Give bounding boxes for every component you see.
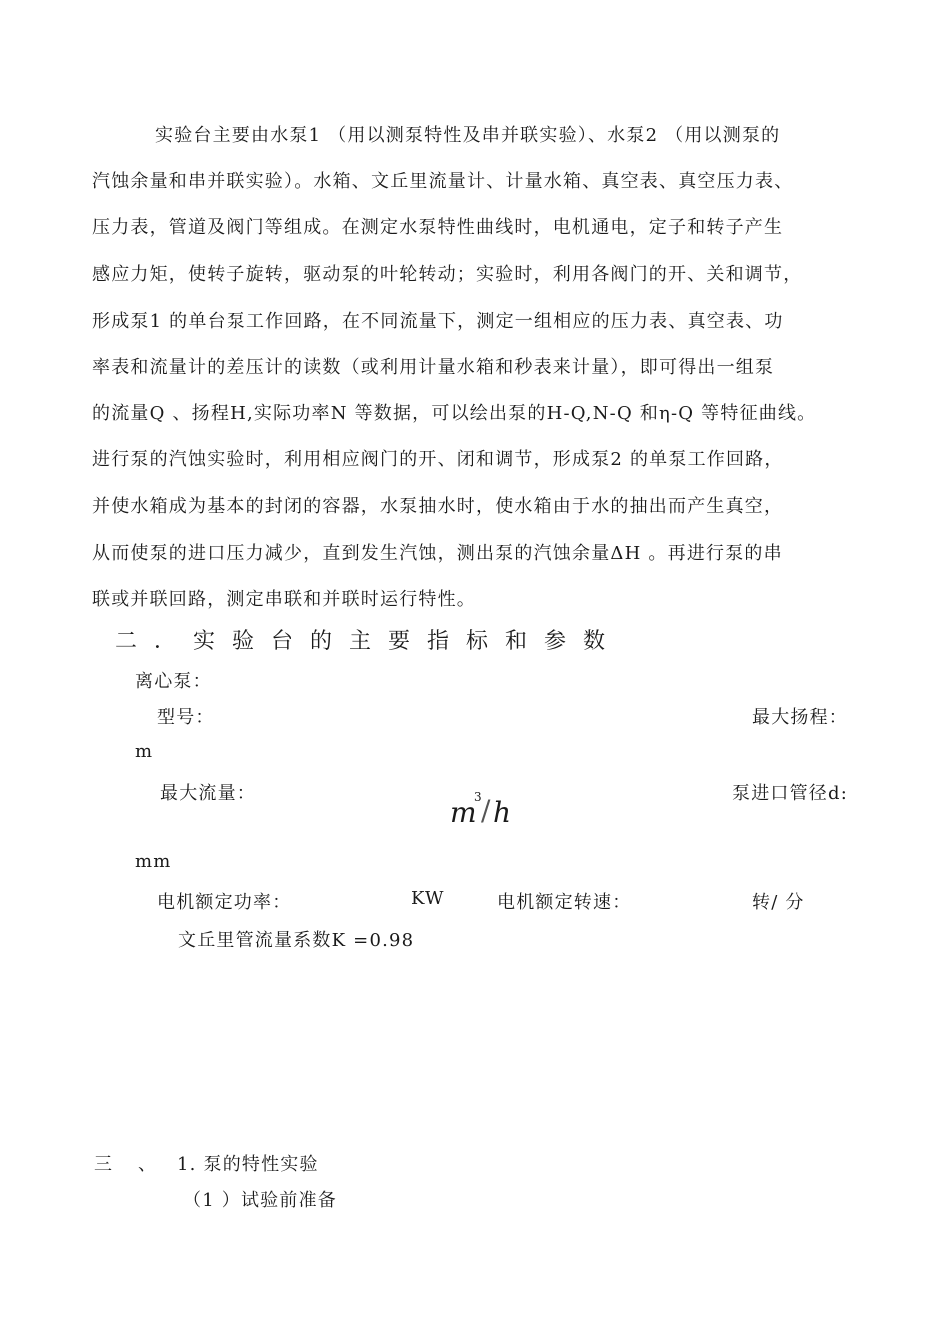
section3-separator: 、 (138, 1154, 158, 1175)
motor-speed-unit: 转/ 分 (752, 892, 805, 913)
intro-line-5: 形成泵1 的单台泵工作回路，在不同流量下，测定一组相应的压力表、真空表、功 (92, 311, 784, 332)
pump-label: 离心泵： (135, 671, 212, 692)
intro-line-4: 感应力矩，使转子旋转，驱动泵的叶轮转动；实验时，利用各阀门的开、关和调节， (92, 264, 803, 285)
flow-unit-base: m (450, 796, 477, 829)
flow-unit-denom: h (493, 796, 512, 829)
flow-unit-slash: / (481, 794, 491, 827)
intro-line-6: 率表和流量计的差压计的读数（或利用计量水箱和秒表来计量），即可得出一组泵 (92, 357, 775, 378)
section3-number: 三 (94, 1154, 114, 1175)
motor-power-unit: KW (411, 888, 445, 909)
intro-line-7: 的流量Q 、扬程H,实际功率N 等数据，可以绘出泵的H-Q,N-Q 和η-Q 等特征曲线。 (92, 403, 817, 424)
intro-line-1: 实验台主要由水泵1 （用以测泵特性及串并联实验）、水泵2 （用以测泵的 (155, 125, 781, 146)
intro-line-10: 从而使泵的进口压力减少，直到发生汽蚀，测出泵的汽蚀余量ΔH 。再进行泵的串 (92, 543, 783, 564)
inlet-diameter-unit: mm (135, 851, 172, 872)
intro-line-3: 压力表，管道及阀门等组成。在测定水泵特性曲线时，电机通电，定子和转子产生 (92, 217, 784, 238)
max-head-label: 最大扬程： (752, 707, 848, 728)
motor-speed-label: 电机额定转速： (497, 892, 632, 913)
max-head-unit: m (135, 741, 154, 762)
section3-title: 1. 泵的特性实验 (177, 1154, 319, 1175)
max-flow-label: 最大流量： (160, 783, 256, 804)
section2-heading: 二．实验台的主要指标和参数 (115, 629, 623, 654)
flow-unit-exp: 3 (474, 790, 482, 804)
intro-line-11: 联或并联回路，测定串联和并联时运行特性。 (92, 589, 476, 610)
motor-power-label: 电机额定功率： (157, 892, 292, 913)
intro-line-2: 汽蚀余量和串并联实验）。水箱、文丘里流量计、计量水箱、真空表、真空压力表、 (92, 171, 794, 192)
model-label: 型号： (157, 707, 215, 728)
inlet-diameter-label: 泵进口管径d: (732, 783, 848, 804)
section3-subtitle: （1 ）试验前准备 (183, 1190, 337, 1211)
intro-line-8: 进行泵的汽蚀实验时，利用相应阀门的开、闭和调节，形成泵2 的单泵工作回路， (92, 449, 784, 470)
intro-line-9: 并使水箱成为基本的封闭的容器，水泵抽水时，使水箱由于水的抽出而产生真空， (92, 496, 784, 517)
venturi-coefficient: 文丘里管流量系数K =0.98 (178, 930, 415, 951)
